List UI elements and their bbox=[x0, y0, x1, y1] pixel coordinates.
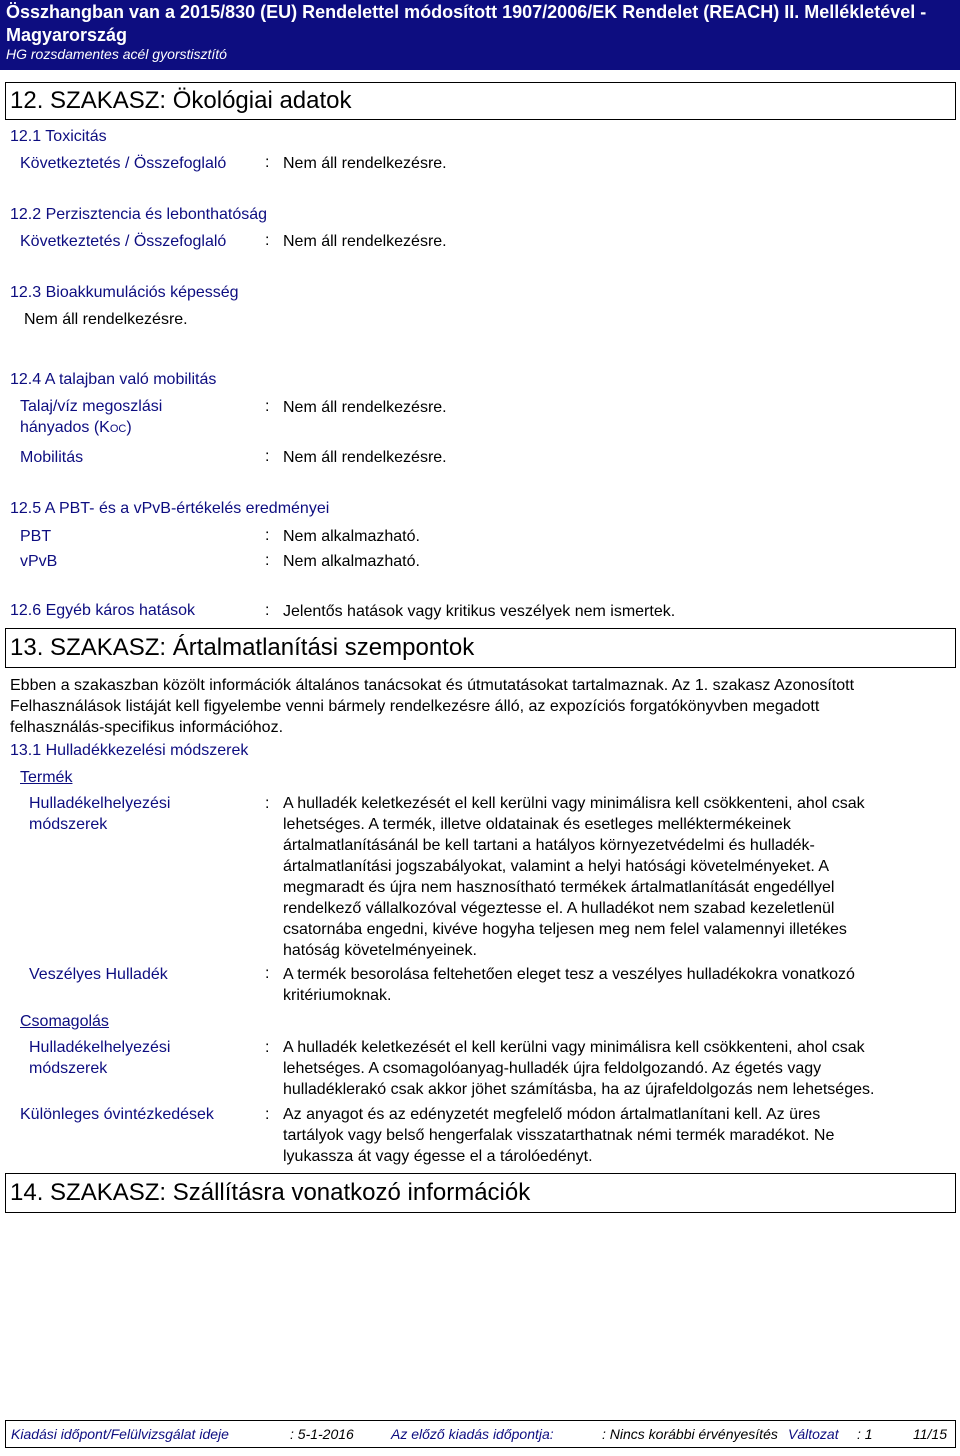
colon: : bbox=[265, 795, 270, 812]
colon: : bbox=[265, 1106, 270, 1123]
text-line: lehetséges. A csomagolóanyag-hulladék újra feldolgozandó. Az égetés vagy bbox=[283, 1060, 822, 1077]
packaging-disposal-label bbox=[29, 1037, 170, 1079]
colon: : bbox=[265, 448, 270, 465]
text-line: hatóság követelményeinek. bbox=[283, 942, 477, 959]
intro-line: Felhasználások listáját kell figyelembe venni bármely rendelkezésre álló, az expozíciós forgatókönyvben megadott bbox=[10, 698, 820, 715]
colon: : bbox=[265, 398, 270, 415]
text-line: lehetséges. A termék, illetve oldatainak és esetleges melléktermékeinek bbox=[283, 816, 791, 833]
issue-date-label: Kiadási időpont/Felülvizsgálat ideje bbox=[11, 1426, 229, 1442]
pbt-label: PBT bbox=[20, 528, 52, 545]
koc-label bbox=[20, 396, 162, 440]
product-subheading: Termék bbox=[20, 769, 73, 786]
toxicity-value: Nem áll rendelkezésre. bbox=[283, 155, 447, 172]
vpvb-label: vPvB bbox=[20, 553, 58, 570]
label-line: Hulladékelhelyezési bbox=[29, 795, 171, 812]
mobility-label: Mobilitás bbox=[20, 449, 84, 466]
vpvb-value: Nem alkalmazható. bbox=[283, 553, 420, 570]
bioaccumulation-heading: 12.3 Bioakkumulációs képesség bbox=[10, 284, 239, 301]
koc-subscript: OC bbox=[109, 423, 127, 435]
disposal-methods-value bbox=[283, 793, 953, 961]
hazardous-waste-label: Veszélyes Hulladék bbox=[29, 966, 168, 983]
text-line: kritériumoknak. bbox=[283, 987, 392, 1004]
persistence-label: Következtetés / Összefoglaló bbox=[20, 233, 227, 250]
hazardous-waste-value bbox=[283, 964, 953, 1006]
text-line: A hulladék keletkezését el kell kerülni vagy minimálisra kell csökkenteni, ahol csak bbox=[283, 795, 865, 812]
intro-line: Ebben a szakaszban közölt információk általános tanácsokat és útmutatásokat tartalmaznak. Az 1. szakasz Azonosított bbox=[10, 677, 855, 694]
text-line: Az anyagot és az edényzetét megfelelő módon ártalmatlanítani kell. Az üres bbox=[283, 1106, 821, 1123]
label-line: módszerek bbox=[29, 816, 108, 833]
colon: : bbox=[265, 527, 270, 544]
colon: : bbox=[265, 552, 270, 569]
text-line: lyukassza át vagy égesse el a tárolóedényt. bbox=[283, 1148, 593, 1165]
koc-label-line1: Talaj/víz megoszlási bbox=[20, 398, 163, 415]
section-13-heading: 13. SZAKASZ: Ártalmatlanítási szempontok bbox=[5, 628, 956, 668]
section-13-intro bbox=[10, 675, 955, 738]
colon: : bbox=[265, 154, 270, 171]
mobility-heading: 12.4 A talajban való mobilitás bbox=[10, 371, 217, 388]
section-14-heading: 14. SZAKASZ: Szállításra vonatkozó információk bbox=[5, 1173, 956, 1213]
issue-date-value: : 5-1-2016 bbox=[290, 1426, 354, 1442]
pbt-heading: 12.5 A PBT- és a vPvB-értékelés eredményei bbox=[10, 500, 330, 517]
version-label: Változat bbox=[788, 1426, 839, 1442]
text-line: rendelkező vállalkozóval végeztesse el. A hulladékot nem szabad kezeletlenül bbox=[283, 900, 835, 917]
text-line: A termék besorolása feltehetően eleget tesz a veszélyes hulladékokra vonatkozó bbox=[283, 966, 855, 983]
toxicity-heading: 12.1 Toxicitás bbox=[10, 128, 107, 145]
colon: : bbox=[265, 1039, 270, 1056]
text-line: csatornába engedni, kivéve hogyha teljesen meg nem felel valamennyi illetékes bbox=[283, 921, 847, 938]
waste-methods-heading: 13.1 Hulladékkezelési módszerek bbox=[10, 742, 249, 759]
koc-label-line2 bbox=[20, 417, 162, 440]
koc-value: Nem áll rendelkezésre. bbox=[283, 399, 447, 416]
packaging-disposal-value bbox=[283, 1037, 953, 1100]
text-line: megmaradt és újra nem hasznosítható termékek ártalmatlanítását engedéllyel bbox=[283, 879, 835, 896]
other-effects-label: 12.6 Egyéb káros hatások bbox=[10, 602, 196, 619]
text-line: A hulladék keletkezését el kell kerülni vagy minimálisra kell csökkenteni, ahol csak bbox=[283, 1039, 865, 1056]
persistence-heading: 12.2 Perzisztencia és lebonthatóság bbox=[10, 206, 268, 223]
persistence-value: Nem áll rendelkezésre. bbox=[283, 233, 447, 250]
text-line: hulladéklerakó csak akkor jöhet számításba, ha az újrafeldolgozás nem lehetséges. bbox=[283, 1081, 875, 1098]
special-precautions-label: Különleges óvintézkedések bbox=[20, 1106, 214, 1123]
colon: : bbox=[265, 232, 270, 249]
toxicity-label: Következtetés / Összefoglaló bbox=[20, 155, 227, 172]
colon: : bbox=[265, 965, 270, 982]
previous-issue-label: Az előző kiadás időpontja: bbox=[391, 1426, 554, 1442]
special-precautions-value bbox=[283, 1104, 953, 1167]
disposal-methods-label bbox=[29, 793, 170, 835]
page-footer bbox=[5, 1420, 956, 1448]
regulation-title: Összhangban van a 2015/830 (EU) Rendelettel módosított 1907/2006/EK Rendelet (REACH) II. Mellékletével - Magyarország bbox=[6, 2, 927, 45]
label-line: módszerek bbox=[29, 1060, 108, 1077]
koc-label-close: ) bbox=[126, 419, 132, 436]
colon: : bbox=[265, 602, 270, 619]
packaging-subheading: Csomagolás bbox=[20, 1013, 109, 1030]
pbt-value: Nem alkalmazható. bbox=[283, 528, 420, 545]
product-name: HG rozsdamentes acél gyorstisztító bbox=[6, 46, 227, 62]
text-line: ártalmatlanítási jogszabályokat, valamint a helyi hatósági követelményeket. A bbox=[283, 858, 830, 875]
other-effects-value: Jelentős hatások vagy kritikus veszélyek nem ismertek. bbox=[283, 603, 676, 620]
mobility-value: Nem áll rendelkezésre. bbox=[283, 449, 447, 466]
label-line: Hulladékelhelyezési bbox=[29, 1039, 171, 1056]
page-number: 11/15 bbox=[913, 1426, 947, 1442]
bioaccumulation-value: Nem áll rendelkezésre. bbox=[24, 311, 188, 328]
text-line: tartályok vagy belső hengerfalak visszatarthatnak némi termék maradékot. Ne bbox=[283, 1127, 835, 1144]
text-line: ártalmatlanításánál be kell tartani a hatályos környezetvédelmi és hulladék- bbox=[283, 837, 815, 854]
previous-issue-value: : Nincs korábbi érvényesítés bbox=[602, 1426, 778, 1442]
version-value: : 1 bbox=[857, 1426, 873, 1442]
intro-line: felhasználás-specifikus információhoz. bbox=[10, 719, 284, 736]
section-12-heading: 12. SZAKASZ: Ökológiai adatok bbox=[5, 82, 956, 120]
koc-label-text: hányados (K bbox=[20, 419, 110, 436]
